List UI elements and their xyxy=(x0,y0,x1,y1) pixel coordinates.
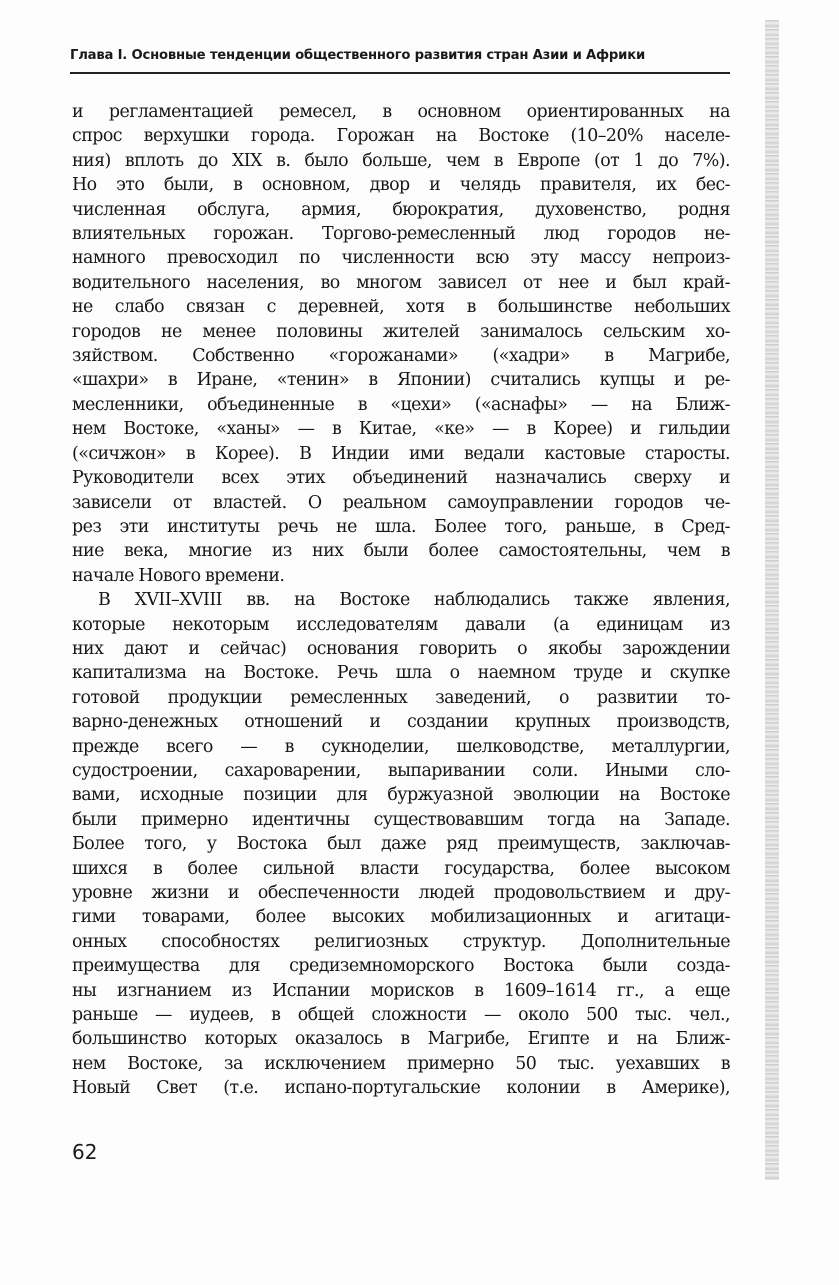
text-line: («сичжон» в Корее). В Индии ими ведали кастовые старосты. xyxy=(72,443,730,464)
text-line: них дают и сейчас) основания говорить о якобы зарождении xyxy=(72,638,730,659)
text-line: ны изгнанием из Испании морисков в 1609–1614 гг., а еще xyxy=(72,980,730,1001)
header-rule xyxy=(70,72,730,74)
text-line: вами, исходные позиции для буржуазной эволюции на Востоке xyxy=(72,785,730,806)
page-number: 62 xyxy=(72,1140,98,1164)
text-line: шихся в более сильной власти государства, более высоком xyxy=(72,858,730,879)
text-line: Но это были, в основном, двор и челядь правителя, их бес- xyxy=(72,175,730,196)
text-line: водительного населения, во многом зависел от нее и был край- xyxy=(72,272,730,293)
text-line: гими товарами, более высоких мобилизационных и агитаци- xyxy=(72,907,730,928)
text-line: уровне жизни и обеспеченности людей продовольствием и дру- xyxy=(72,883,730,903)
text-line: готовой продукции ремесленных заведений, о развитии то- xyxy=(72,687,730,708)
text-line: ние века, многие из них были более самостоятельны, чем в xyxy=(72,541,730,562)
text-line: численная обслуга, армия, бюрократия, духовенство, родня xyxy=(72,199,730,220)
text-line: рез эти институты речь не шла. Более того, раньше, в Сред- xyxy=(72,516,730,537)
text-line: и регламентацией ремесел, в основном ориентированных на xyxy=(72,102,730,122)
text-line: которые некоторым исследователям давали (а единицам из xyxy=(72,614,730,635)
text-line: городов не менее половины жителей занималось сельским хо- xyxy=(72,321,730,342)
text-line: ния) вплоть до XIX в. было больше, чем в Европе (от 1 до 7%). xyxy=(72,150,730,171)
text-line: прежде всего — в сукноделии, шелководстве, металлургии, xyxy=(72,736,730,757)
text-line: начале Нового времени. xyxy=(72,565,285,586)
text-line: раньше — иудеев, в общей сложности — около 500 тыс. чел., xyxy=(72,1005,730,1026)
text-line: месленники, объединенные в «цехи» («аснафы» — на Ближ- xyxy=(72,394,730,415)
text-line: онных способностях религиозных структур. Дополнительные xyxy=(72,931,730,952)
text-line: не слабо связан с деревней, хотя в большинстве небольших xyxy=(72,297,730,318)
text-line: Новый Свет (т.е. испано-португальские колонии в Америке), xyxy=(72,1078,730,1099)
text-line: «шахри» в Иране, «тенин» в Японии) считались купцы и ре- xyxy=(72,370,730,391)
text-line: судостроении, сахароварении, выпаривании соли. Иными сло- xyxy=(72,760,730,781)
running-head: Глава I. Основные тенденции общественного развития стран Азии и Африки xyxy=(70,48,646,63)
text-line: были примерно идентичны существовавшим тогда на Западе. xyxy=(72,809,730,830)
scan-edge-shadow xyxy=(765,20,779,1180)
text-line: зяйством. Собственно «горожанами» («хадри» в Магрибе, xyxy=(72,346,730,367)
paragraph-first-line: В XVII–XVIII вв. на Востоке наблюдались также явления, xyxy=(98,590,730,611)
text-line: Более того, у Востока был даже ряд преимуществ, заключав- xyxy=(72,834,730,855)
text-line: намного превосходил по численности всю эту массу непроиз- xyxy=(72,248,730,269)
text-line: зависели от властей. О реальном самоуправлении городов че- xyxy=(72,492,730,513)
text-line: большинство которых оказалось в Магрибе, Египте и на Ближ- xyxy=(72,1029,730,1050)
text-line: капитализма на Востоке. Речь шла о наемном труде и скупке xyxy=(72,663,730,684)
body-text xyxy=(72,100,730,1101)
text-line: преимущества для средиземноморского Востока были созда- xyxy=(72,956,730,977)
text-line: Руководители всех этих объединений назначались сверху и xyxy=(72,468,730,489)
text-line: спрос верхушки города. Горожан на Востоке (10–20% населе- xyxy=(72,126,730,147)
text-line: влиятельных горожан. Торгово-ремесленный люд городов не- xyxy=(72,224,730,245)
text-line: нем Востоке, за исключением примерно 50 тыс. уехавших в xyxy=(72,1053,730,1074)
text-line: варно-денежных отношений и создании крупных производств, xyxy=(72,712,730,733)
text-line: нем Востоке, «ханы» — в Китае, «ке» — в Корее) и гильдии xyxy=(72,419,730,440)
